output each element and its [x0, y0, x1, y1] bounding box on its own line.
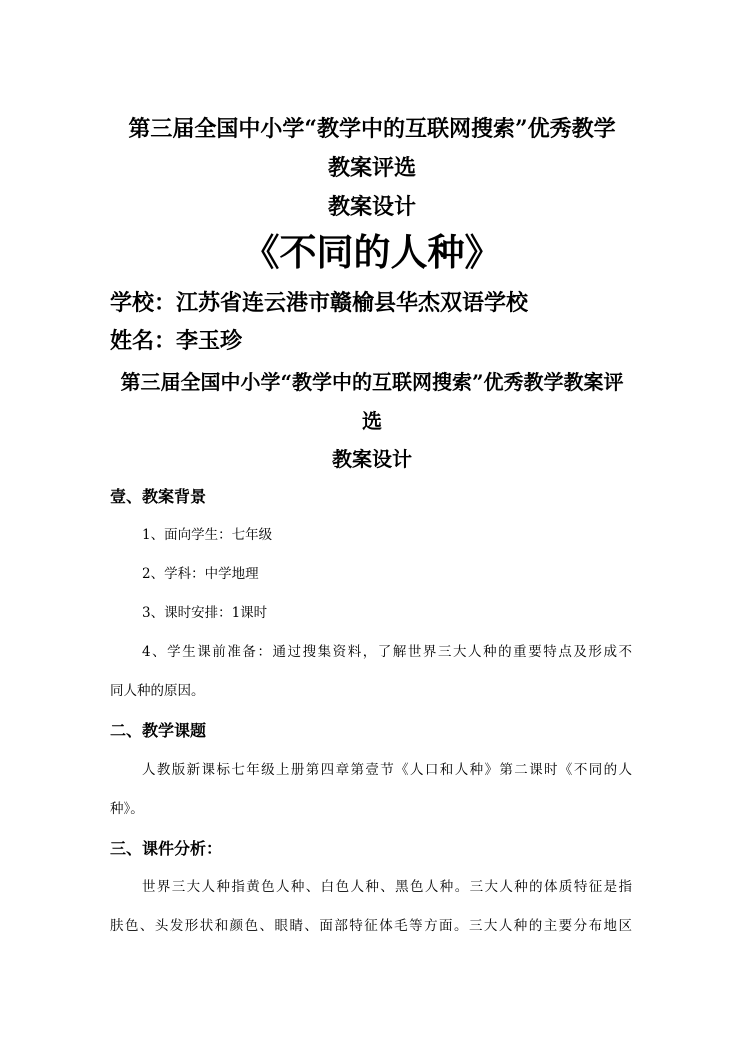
- paragraph-line: 世界三大人种指黄色人种、白色人种、黑色人种。三大人种的体质特征是指: [142, 879, 632, 895]
- section-1-heading: 壹、教案背景: [110, 487, 207, 506]
- title-line-2: 教案评选: [327, 155, 416, 181]
- paragraph-line: 肤色、头发形状和颜色、眼睛、面部特征体毛等方面。三大人种的主要分布地区: [110, 918, 632, 934]
- paragraph-line: 人教版新课标七年级上册第四章第壹节《人口和人种》第二课时《不同的人: [142, 762, 632, 778]
- list-item: 4、学生课前准备：通过搜集资料，了解世界三大人种的重要特点及形成不: [142, 644, 632, 660]
- paragraph-line: 种》。: [110, 801, 144, 817]
- school-line: 学校：江苏省连云港市赣榆县华杰双语学校: [110, 290, 529, 316]
- list-item-continuation: 同人种的原因。: [110, 683, 205, 699]
- list-item: 1、面向学生：七年级: [142, 527, 273, 543]
- subtitle-line-1: 第三届全国中小学“教学中的互联网搜索”优秀教学教案评: [120, 370, 624, 394]
- author-name-line: 姓名：李玉珍: [110, 328, 243, 354]
- title-line-1: 第三届全国中小学“教学中的互联网搜索”优秀教学: [128, 116, 616, 142]
- section-2-heading: 二、教学课题: [110, 721, 207, 740]
- main-title: 《不同的人种》: [242, 230, 502, 274]
- list-item: 3、课时安排：1课时: [142, 605, 268, 621]
- section-3-heading: 三、课件分析：: [110, 839, 223, 858]
- title-line-3: 教案设计: [327, 194, 416, 220]
- list-item: 2、学科：中学地理: [142, 566, 259, 582]
- subtitle-line-2: 选: [362, 409, 382, 433]
- subtitle-line-3: 教案设计: [332, 447, 412, 471]
